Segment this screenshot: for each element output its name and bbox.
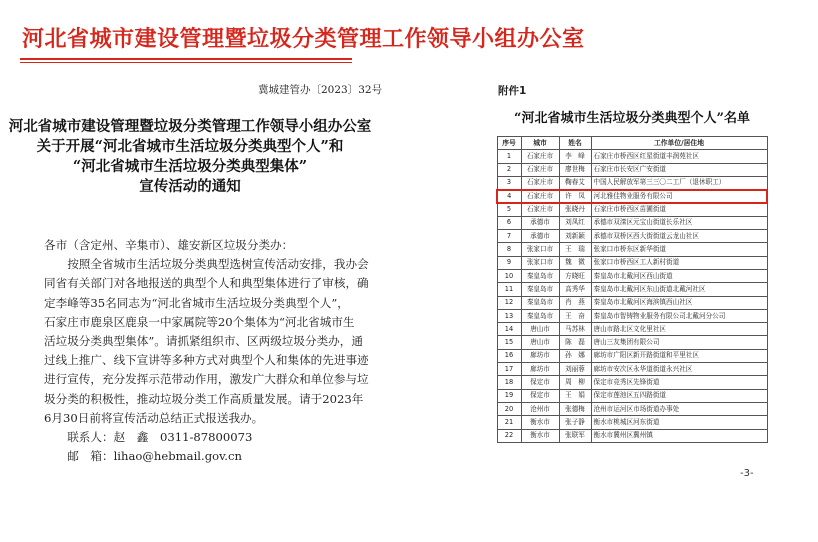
row-workplace: 石家庄市桥西区红星街道丰润苑社区 bbox=[591, 150, 767, 163]
row-index: 3 bbox=[497, 176, 521, 189]
table-row bbox=[497, 216, 767, 229]
table-row bbox=[497, 336, 767, 349]
body-line: 过线上推广、线下宣讲等多种方式对典型个人和集体的先进事迹 bbox=[44, 353, 369, 368]
row-index: 8 bbox=[497, 243, 521, 256]
contact-email: 邮 箱：lihao@hebmail.gov.cn bbox=[44, 449, 242, 464]
row-city: 秦皇岛市 bbox=[521, 296, 559, 309]
row-city: 衡水市 bbox=[521, 429, 559, 442]
row-person-name: 王 娟 bbox=[559, 389, 591, 402]
row-person-name: 刘凤红 bbox=[559, 216, 591, 229]
table-header-row bbox=[497, 137, 767, 150]
body-line: 进行宣传，充分发挥示范带动作用，激发广大群众和单位参与垃 bbox=[44, 372, 369, 387]
row-city: 廊坊市 bbox=[521, 349, 559, 362]
row-person-name: 王 瑞 bbox=[559, 243, 591, 256]
row-city: 秦皇岛市 bbox=[521, 283, 559, 296]
row-workplace: 秦皇岛市北戴河区西山街道 bbox=[591, 269, 767, 282]
row-index: 14 bbox=[497, 323, 521, 336]
document-number: 冀城建管办〔2023〕32号 bbox=[258, 84, 383, 96]
row-workplace: 廊坊市广阳区新开路街道和平里社区 bbox=[591, 349, 767, 362]
row-index: 6 bbox=[497, 216, 521, 229]
row-index: 22 bbox=[497, 429, 521, 442]
row-person-name: 张联军 bbox=[559, 429, 591, 442]
table-body bbox=[497, 150, 767, 443]
table-row bbox=[497, 402, 767, 415]
page-number: -3- bbox=[740, 468, 754, 479]
row-index: 12 bbox=[497, 296, 521, 309]
name-list-table bbox=[496, 136, 768, 443]
row-workplace: 廊坊市安次区永华道街道永兴社区 bbox=[591, 363, 767, 376]
table-row bbox=[497, 296, 767, 309]
row-workplace: 承德市双桥区西大街街道云龙山社区 bbox=[591, 230, 767, 243]
table-row bbox=[497, 150, 767, 163]
body-line: 圾分类的积极性，推动垃圾分类工作高质量发展。请于2023年 bbox=[44, 391, 364, 406]
column-header-name: 姓名 bbox=[559, 137, 591, 150]
row-index: 15 bbox=[497, 336, 521, 349]
row-workplace: 沧州市运河区市场街道办事处 bbox=[591, 402, 767, 415]
row-person-name: 方晓旺 bbox=[559, 269, 591, 282]
row-workplace: 秦皇岛市北戴河区海滨镇西山社区 bbox=[591, 296, 767, 309]
row-city: 保定市 bbox=[521, 376, 559, 389]
body-line: 同省有关部门对各地报送的典型个人和典型集体进行了审核，确 bbox=[44, 276, 369, 291]
table-row bbox=[497, 243, 767, 256]
row-city: 唐山市 bbox=[521, 336, 559, 349]
body-line: 活垃圾分类典型集体”。请抓紧组织市、区两级垃圾分类办，通 bbox=[44, 333, 363, 348]
row-index: 1 bbox=[497, 150, 521, 163]
row-index: 5 bbox=[497, 203, 521, 216]
attachment-title: “河北省城市生活垃圾分类典型个人”名单 bbox=[514, 111, 750, 126]
row-person-name: 张晓丹 bbox=[559, 203, 591, 216]
table-row bbox=[497, 429, 767, 442]
row-workplace: 石家庄市长安区广安街道 bbox=[591, 163, 767, 176]
contact-person: 联系人：赵 鑫 0311-87800073 bbox=[44, 429, 253, 444]
row-workplace: 张家口市桥西区工人新村街道 bbox=[591, 256, 767, 269]
row-person-name: 许 凤 bbox=[559, 190, 591, 203]
row-person-name: 刘新颖 bbox=[559, 230, 591, 243]
row-person-name: 陈 磊 bbox=[559, 336, 591, 349]
letterhead-rule-thin bbox=[20, 62, 352, 63]
body-line: 按照全省城市生活垃圾分类典型选树宣传活动安排，我办会 bbox=[44, 257, 369, 272]
table-row bbox=[497, 349, 767, 362]
table-row bbox=[497, 309, 767, 322]
row-index: 9 bbox=[497, 256, 521, 269]
row-city: 张家口市 bbox=[521, 243, 559, 256]
table-row bbox=[497, 416, 767, 429]
row-person-name: 刘丽蓉 bbox=[559, 363, 591, 376]
row-workplace: 中国人民解放军第三三〇二工厂（退休职工） bbox=[591, 176, 767, 189]
row-person-name: 周 柳 bbox=[559, 376, 591, 389]
row-index: 16 bbox=[497, 349, 521, 362]
document-heading bbox=[0, 117, 380, 197]
row-person-name: 张德梅 bbox=[559, 402, 591, 415]
row-index: 2 bbox=[497, 163, 521, 176]
column-header-index: 序号 bbox=[497, 137, 521, 150]
body-line: 定李峰等35名同志为“河北省城市生活垃圾分类典型个人”， bbox=[44, 295, 349, 310]
row-city: 石家庄市 bbox=[521, 163, 559, 176]
row-workplace: 河北雅佳物业服务有限公司 bbox=[591, 190, 767, 203]
row-person-name: 魏 微 bbox=[559, 256, 591, 269]
row-person-name: 张子静 bbox=[559, 416, 591, 429]
heading-line: 关于开展“河北省城市生活垃圾分类典型个人”和 bbox=[36, 138, 344, 155]
row-person-name: 高秀华 bbox=[559, 283, 591, 296]
heading-line: “河北省城市生活垃圾分类典型集体” bbox=[72, 158, 308, 175]
row-workplace: 衡水市桃城区河东街道 bbox=[591, 416, 767, 429]
heading-line: 宣传活动的通知 bbox=[139, 178, 241, 195]
row-person-name: 孙 娜 bbox=[559, 349, 591, 362]
row-index: 13 bbox=[497, 309, 521, 322]
table-row bbox=[497, 363, 767, 376]
row-workplace: 秦皇岛市北戴河区东山街道北戴河社区 bbox=[591, 283, 767, 296]
letterhead-rule-thick bbox=[20, 58, 352, 60]
row-city: 衡水市 bbox=[521, 416, 559, 429]
table-row bbox=[497, 269, 767, 282]
row-workplace: 衡水市冀州区冀州镇 bbox=[591, 429, 767, 442]
row-workplace: 石家庄市桥西区苗圃街道 bbox=[591, 203, 767, 216]
row-city: 秦皇岛市 bbox=[521, 309, 559, 322]
row-person-name: 肖 燕 bbox=[559, 296, 591, 309]
row-index: 19 bbox=[497, 389, 521, 402]
row-city: 承德市 bbox=[521, 216, 559, 229]
row-index: 21 bbox=[497, 416, 521, 429]
table-row bbox=[497, 256, 767, 269]
table-row bbox=[497, 203, 767, 216]
row-workplace: 张家口市桥东区新华街道 bbox=[591, 243, 767, 256]
table-row-highlighted bbox=[497, 190, 767, 203]
row-index: 20 bbox=[497, 402, 521, 415]
row-person-name: 廖世梅 bbox=[559, 163, 591, 176]
body-line: 各市（含定州、辛集市）、雄安新区垃圾分类办： bbox=[44, 238, 294, 252]
row-city: 石家庄市 bbox=[521, 190, 559, 203]
row-index: 4 bbox=[497, 190, 521, 203]
row-city: 石家庄市 bbox=[521, 176, 559, 189]
row-index: 7 bbox=[497, 230, 521, 243]
row-index: 18 bbox=[497, 376, 521, 389]
row-index: 11 bbox=[497, 283, 521, 296]
row-city: 沧州市 bbox=[521, 402, 559, 415]
document-body bbox=[44, 236, 369, 466]
row-city: 廊坊市 bbox=[521, 363, 559, 376]
table-row bbox=[497, 389, 767, 402]
row-person-name: 鞠春艾 bbox=[559, 176, 591, 189]
row-workplace: 保定市竞秀区先锋街道 bbox=[591, 376, 767, 389]
row-city: 石家庄市 bbox=[521, 203, 559, 216]
table-row bbox=[497, 176, 767, 189]
row-person-name: 王 奋 bbox=[559, 309, 591, 322]
row-city: 承德市 bbox=[521, 230, 559, 243]
letterhead-title: 河北省城市建设管理暨垃圾分类管理工作领导小组办公室 bbox=[22, 26, 585, 52]
body-line: 石家庄市鹿泉区鹿泉一中家属院等20个集体为“河北省城市生 bbox=[44, 314, 355, 329]
column-header-workplace: 工作单位/居住地 bbox=[591, 137, 767, 150]
row-index: 10 bbox=[497, 269, 521, 282]
body-line: 6月30日前将宣传活动总结正式报送我办。 bbox=[44, 410, 264, 425]
row-city: 张家口市 bbox=[521, 256, 559, 269]
table-row bbox=[497, 323, 767, 336]
row-workplace: 唐山三友集团有限公司 bbox=[591, 336, 767, 349]
row-city: 秦皇岛市 bbox=[521, 269, 559, 282]
row-workplace: 保定市莲池区五四路街道 bbox=[591, 389, 767, 402]
row-city: 唐山市 bbox=[521, 323, 559, 336]
table-row bbox=[497, 163, 767, 176]
row-city: 保定市 bbox=[521, 389, 559, 402]
row-workplace: 承德市双滦区元宝山街道长乐社区 bbox=[591, 216, 767, 229]
row-workplace: 秦皇岛市智铸物业服务有限公司北戴河分公司 bbox=[591, 309, 767, 322]
row-person-name: 马苏林 bbox=[559, 323, 591, 336]
table-row bbox=[497, 230, 767, 243]
row-workplace: 唐山市路北区文化里社区 bbox=[591, 323, 767, 336]
row-city: 石家庄市 bbox=[521, 150, 559, 163]
table-row bbox=[497, 376, 767, 389]
table-row bbox=[497, 283, 767, 296]
column-header-city: 城市 bbox=[521, 137, 559, 150]
row-index: 17 bbox=[497, 363, 521, 376]
heading-line: 河北省城市建设管理暨垃圾分类管理工作领导小组办公室 bbox=[8, 118, 372, 135]
row-person-name: 李 峰 bbox=[559, 150, 591, 163]
attachment-label: 附件1 bbox=[498, 85, 527, 97]
